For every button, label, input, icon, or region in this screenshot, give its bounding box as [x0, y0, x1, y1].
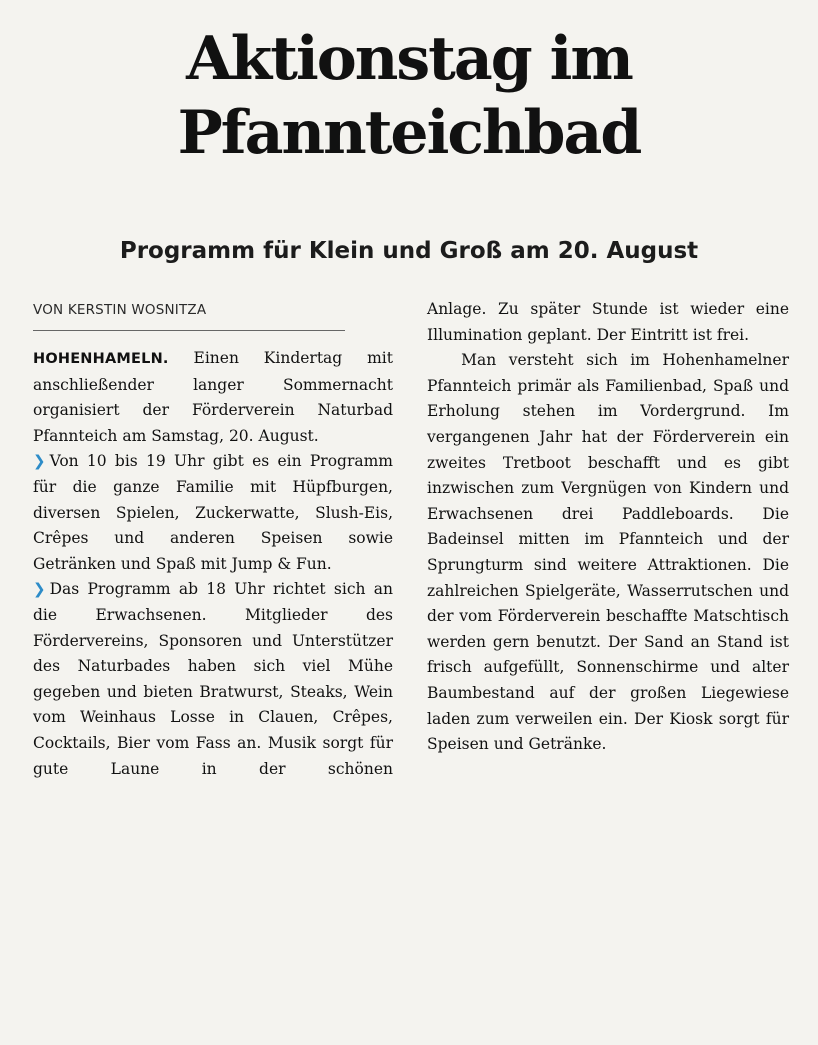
paragraph-2-text: Von 10 bis 19 Uhr gibt es ein Programm für die ganze Familie mit Hüpfburgen, diversen Spielen, Zuckerwatte, Slush-Eis, Crêpes und anderen Speisen sowie Getränken und Spaß mit Jump & Fun.	[33, 452, 393, 573]
byline: VON KERSTIN WOSNITZA	[33, 302, 207, 318]
paragraph-1-text: Einen Kindertag mit anschließender langer Sommernacht organisiert der Förderverein Naturbad Pfannteich am Samstag, 20. August.	[33, 349, 393, 445]
headline-line-1: Aktionstag im	[186, 24, 632, 94]
paragraph-3-end: Anlage. Zu später Stunde ist wieder eine Illumination geplant. Der Eintritt ist frei.	[427, 300, 789, 344]
subheadline: Programm für Klein und Groß am 20. August	[119, 238, 699, 264]
bullet-arrow-icon: ❯	[33, 452, 46, 471]
paragraph-2	[33, 449, 393, 577]
paragraph-3-text: Das Programm ab 18 Uhr richtet sich an die Erwachsenen. Mitglieder des Fördervereins, Sponsoren und Unterstützer des Naturbades haben sich viel Mühe gegeben und bieten Bratwurst, Steaks, Wein vom Weinhaus Losse in Clauen, Crêpes, Cocktails, Bier vom Fass an. Musik sorgt für gute Laune in der schönen	[33, 580, 393, 778]
paragraph-1	[33, 346, 393, 449]
article-column-left	[33, 346, 393, 782]
byline-divider	[33, 330, 345, 331]
bullet-arrow-icon: ❯	[33, 580, 46, 599]
paragraph-4: Man versteht sich im Hohenhamelner Pfannteich primär als Familienbad, Spaß und Erholung stehen im Vordergrund. Im vergangenen Jahr hat der Förderverein ein zweites Tretboot beschafft und es gibt inzwischen zum Vergnügen von Kindern und Erwachsenen drei Paddleboards. Die Badeinsel mitten im Pfannteich und der Sprungturm sind weitere Attraktionen. Die zahlreichen Spielgeräte, Wasserrutschen und der vom Förderverein beschaffte Matschtisch werden gern benutzt. Der Sand an Stand ist frisch aufgefüllt, Sonnenschirme und alter Baumbestand auf der großen Liegewiese laden zum verweilen ein. Der Kiosk sorgt für Speisen und Getränke.	[427, 351, 789, 754]
article-column-right	[427, 297, 789, 758]
dateline: HOHENHAMELN.	[33, 351, 169, 367]
headline-line-2: Pfannteichbad	[177, 98, 641, 168]
headline	[0, 22, 818, 170]
paragraph-3-start	[33, 577, 393, 782]
